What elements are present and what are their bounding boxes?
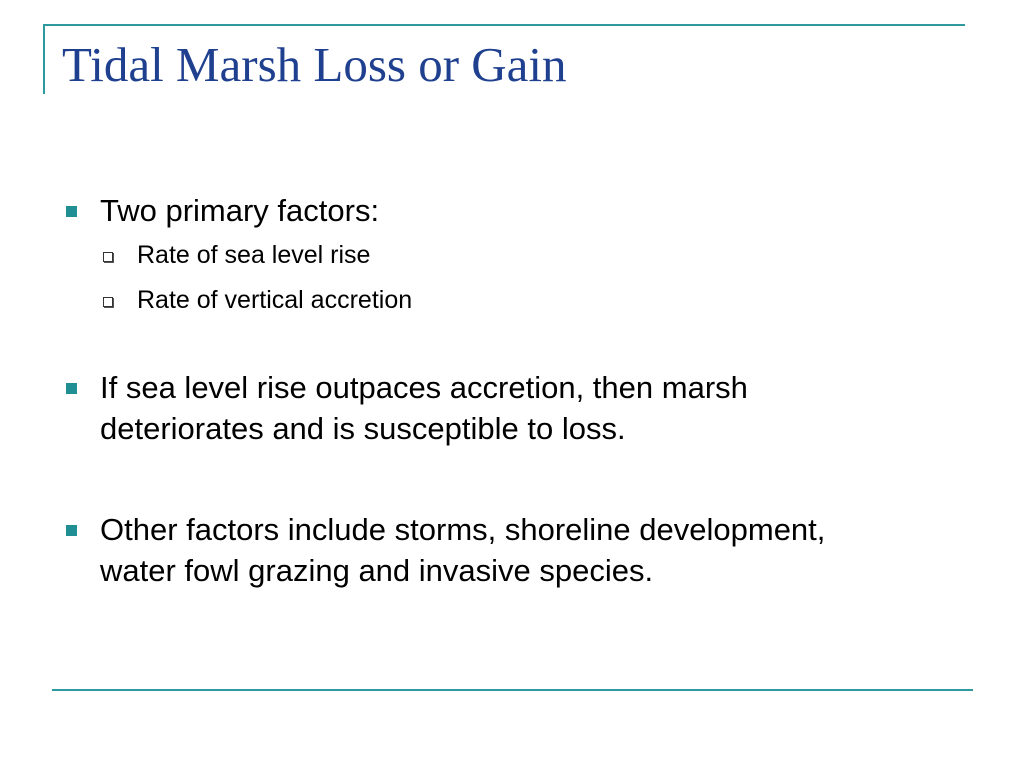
- frame-bottom-line: [52, 689, 973, 691]
- bullet-item: [60, 509, 900, 591]
- sub-bullet-list: [60, 233, 900, 323]
- frame-top-line: [43, 24, 965, 26]
- square-bullet-icon: [66, 206, 77, 217]
- bullet-text: Other factors include storms, shoreline development, water fowl grazing and invasive species.: [100, 512, 826, 588]
- bullet-text: Two primary factors:: [100, 193, 380, 228]
- hollow-square-bullet-icon: [103, 297, 113, 307]
- square-bullet-icon: [66, 525, 77, 536]
- square-bullet-icon: [66, 383, 77, 394]
- bullet-text: If sea level rise outpaces accretion, then marsh deteriorates and is susceptible to loss.: [100, 370, 748, 446]
- sub-bullet-text: Rate of vertical accretion: [137, 286, 413, 314]
- bullet-item: [60, 367, 900, 449]
- bullet-item: [60, 190, 900, 231]
- slide-title: Tidal Marsh Loss or Gain: [62, 37, 567, 92]
- frame-left-line: [43, 24, 45, 94]
- slide-body: [60, 190, 900, 591]
- sub-bullet-text: Rate of sea level rise: [137, 241, 371, 269]
- sub-bullet-item: [60, 233, 900, 278]
- sub-bullet-item: [60, 278, 900, 323]
- hollow-square-bullet-icon: [103, 252, 113, 262]
